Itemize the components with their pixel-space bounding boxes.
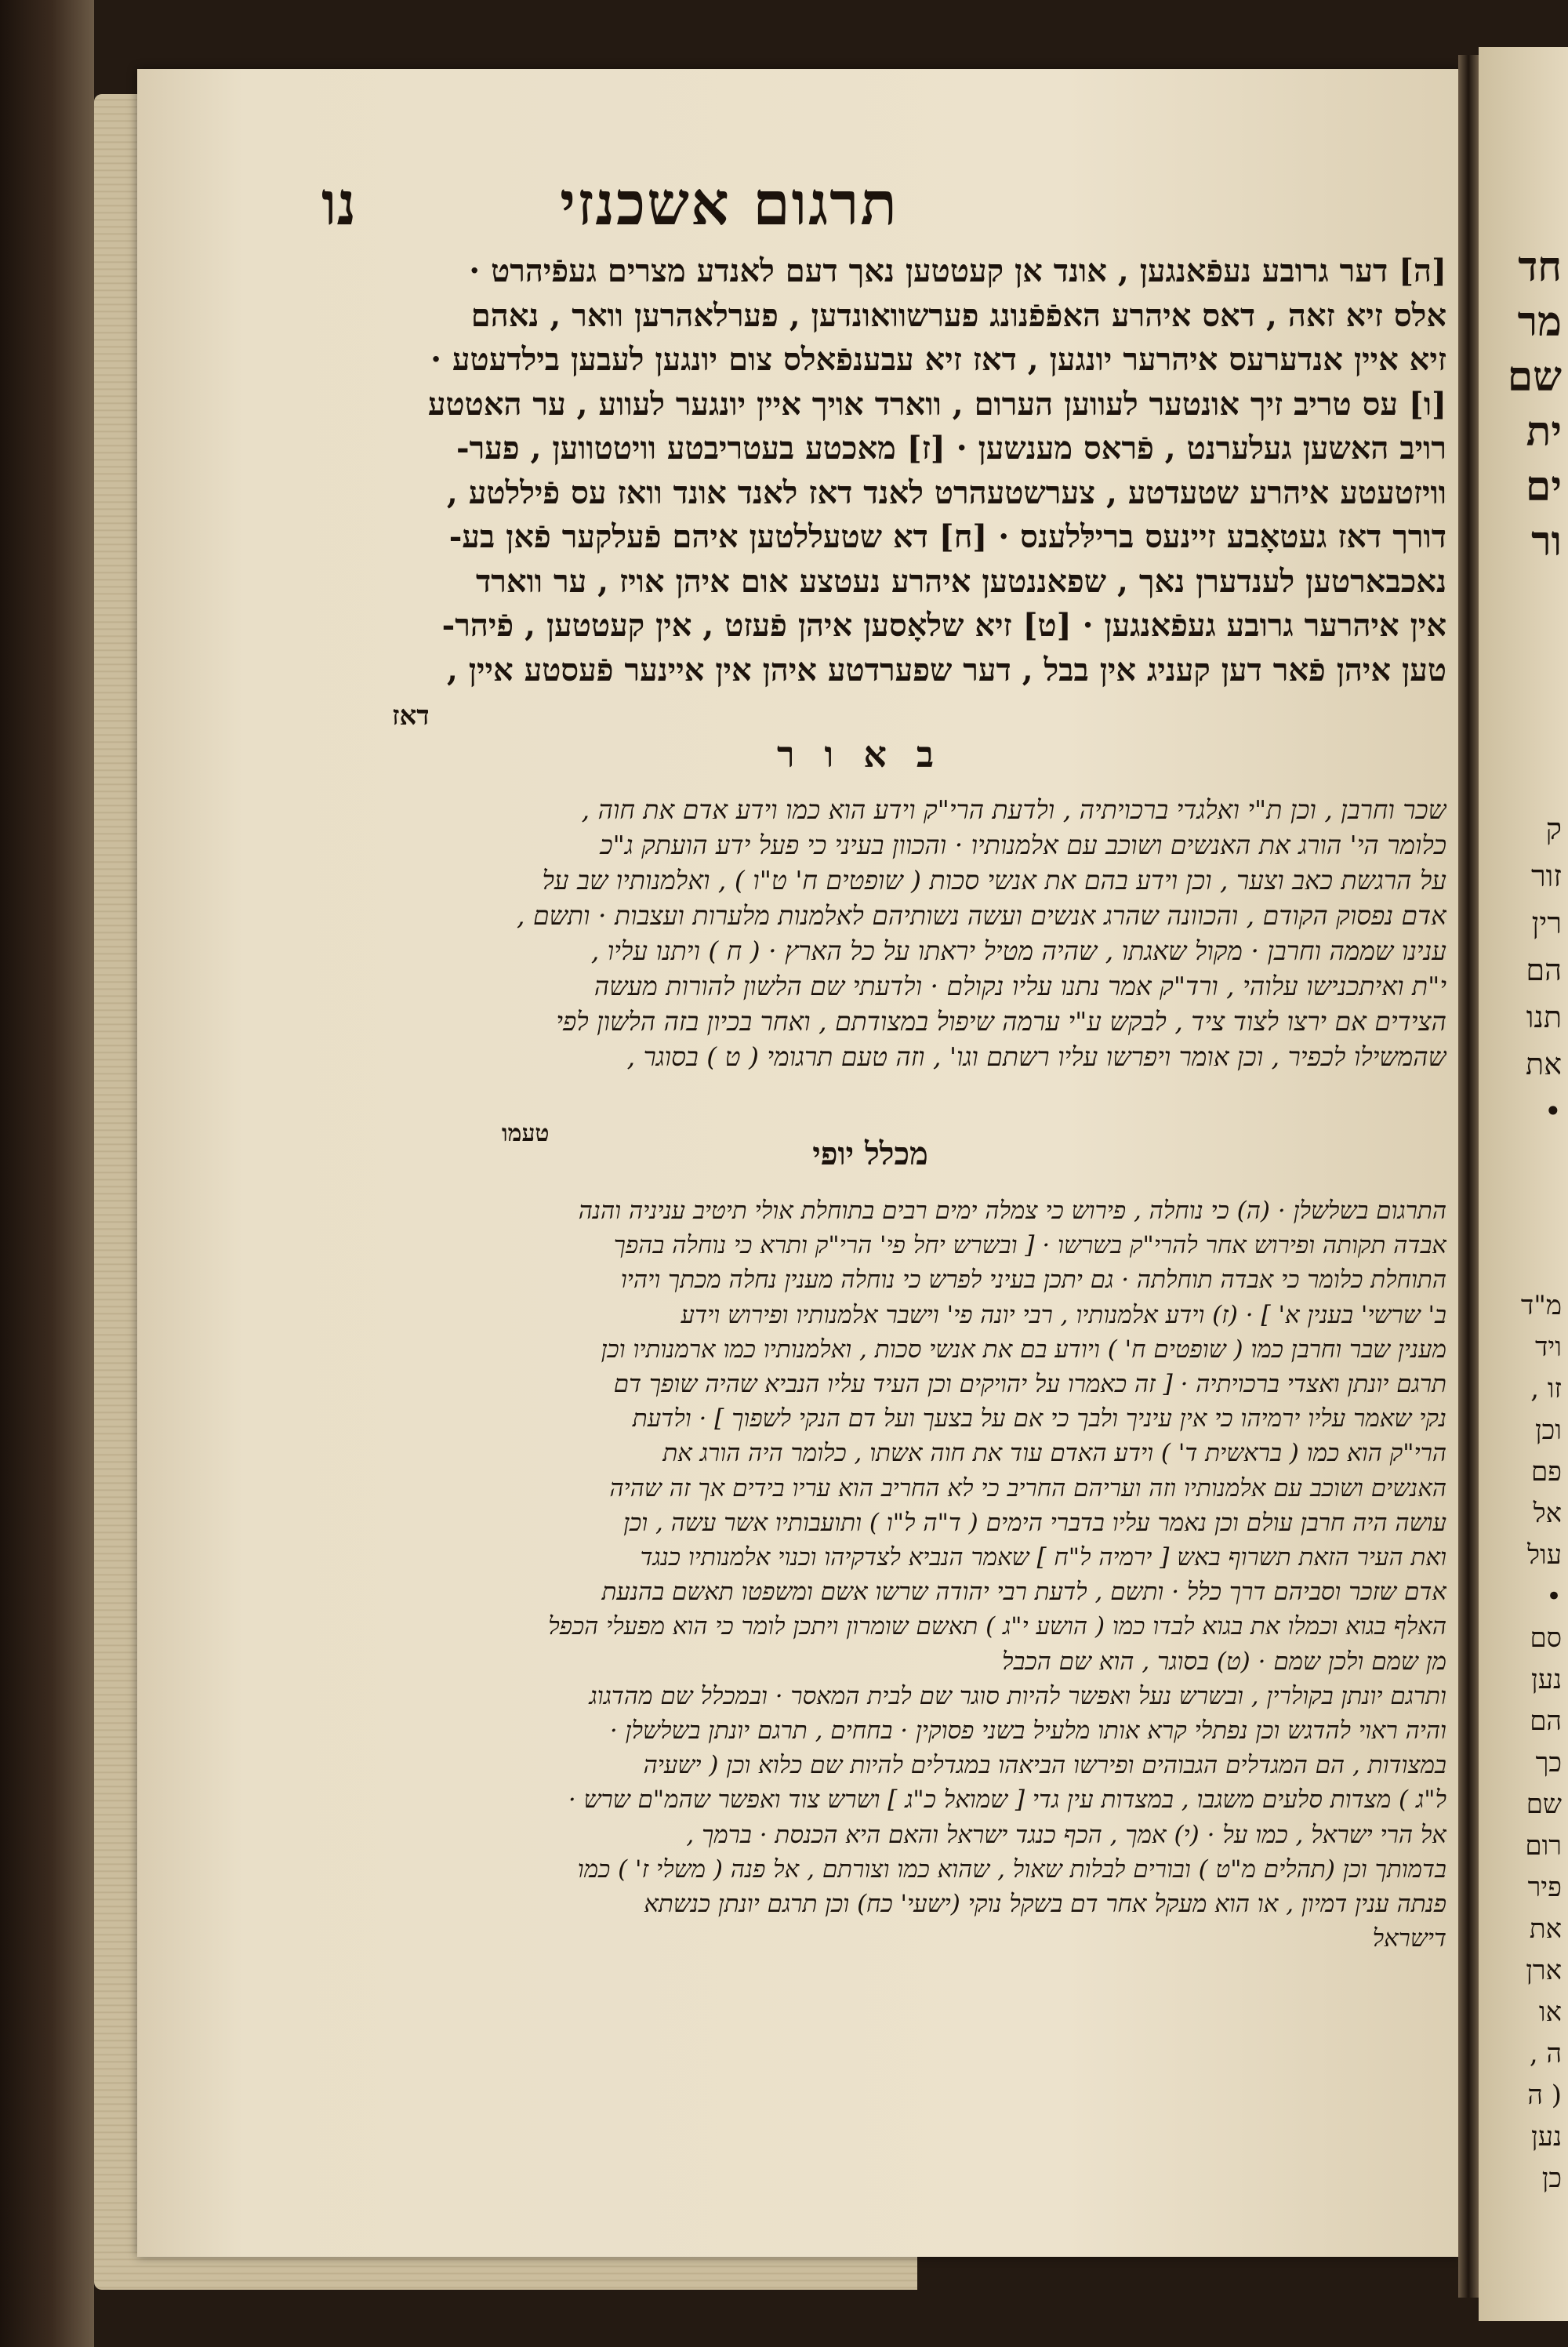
facing-line: חד: [1518, 243, 1562, 291]
main-text-line: אין איהרער גרובע געפֿאנגען · [ט] זיא שלאָסען איהן פֿעזט , אין קעטטען , פֿיהר-: [441, 607, 1446, 644]
facing-notes-line: ויד: [1535, 1332, 1562, 1363]
notes-line: במצודות , הם המגדלים הגבוהים ופירשו הביאהו במגדלים להיות שם כלוא וכן ( ישעיה: [643, 1751, 1446, 1780]
facing-notes-line: •: [1545, 1581, 1562, 1612]
facing-notes-line: פיר: [1527, 1872, 1562, 1903]
book-gutter: [1458, 55, 1479, 2298]
facing-notes-line: את: [1529, 1913, 1562, 1945]
facing-notes-line: אל: [1533, 1498, 1562, 1529]
facing-line: ים: [1525, 463, 1562, 510]
main-text-line: זיא איין אנדערעס איהרער יונגען , דאז זיא עבענפֿאלס צום יונגען לעבען בילדעטע ·: [430, 341, 1446, 378]
facing-commentary-line: תנו: [1526, 1000, 1562, 1034]
main-text-line: וויזטעטע איהרע שטעדטע , צערשטעהרט לאנד דאז לאנד אונד וואז עס פֿיללטע ,: [446, 474, 1446, 511]
commentary-line: י"ת ואיתכנישו עלוהי , ורד"ק אמר נתנו עליו נקולם · ולדעתי שם הלשון להורות מעשה: [593, 971, 1446, 1001]
commentary-line: אדם נפסוק הקודם , והכוונה שהרג אנשים ועשה נשותיהם לאלמנות מלערות ועצבות · ותשם ,: [517, 900, 1446, 931]
main-text-line: [ה] דער גרובע נעפֿאנגען , אונד אן קעטטען נאך דעם לאנדע מצרים געפֿיהרט ·: [469, 253, 1446, 289]
facing-commentary-line: את: [1526, 1047, 1562, 1081]
running-title: תרגום אשכנזי: [560, 169, 898, 238]
notes-line: הרי"ק הוא כמו ( בראשית ד' ) וידע האדם עוד את חוה אשתו , כלומר היה הורג את: [662, 1439, 1446, 1468]
notes-line: בדמותך וכן (תהלים מ"ט ) ובורים לבלות שאול , שהוא כמו וצורתם , אל פנה ( משלי ז' ) כמו: [577, 1855, 1446, 1884]
facing-notes-line: ארן: [1526, 1955, 1562, 1986]
notes-line: מענין שבר וחרבן כמו ( שופטים ח' ) ויודע בם את אנשי סכות , ואלמנותיו כמו ארמנותיו וכן: [601, 1335, 1446, 1364]
facing-notes-line: פם: [1530, 1456, 1562, 1488]
commentary-line: על הרגשת כאב וצער , וכן וידע בהם את אנשי סכות ( שופטים ח' ט"ו ) , ואלמנותיו שב על: [542, 865, 1446, 896]
facing-notes-line: כן: [1541, 2163, 1562, 2194]
facing-commentary-line: •: [1544, 1094, 1562, 1128]
notes-line: נקי שאמר עליו ירמיהו כי אין עיניך ולבך כי אם על בצעך ועל דם הנקי לשפוך ] · ולדעת: [632, 1404, 1446, 1433]
commentary-catchword: טעמו: [502, 1120, 550, 1147]
facing-notes-line: נען: [1531, 2121, 1562, 2153]
section-heading-biur: באור: [776, 733, 964, 776]
facing-commentary-line: הם: [1526, 953, 1562, 987]
facing-notes-line: מ"ד: [1520, 1290, 1562, 1321]
notes-line: התרגום בשלשלן · (ה) כי נוחלה , פירוש כי צמלה ימים רבים בתוחלת אולי תיטיב עניניה והנה: [578, 1197, 1446, 1225]
notes-line: האנשים ושוכב עם אלמנותיו וזה ועריהם החריב כי לא החריב הוא עריו בידים אך זה שהיה: [609, 1473, 1446, 1502]
running-head: [298, 169, 1443, 255]
main-text-line: [ו] עס טריב זיך אונטער לעווען הערום , ווארד אויך איין יונגער לעווע , ער האטטע: [427, 385, 1446, 423]
commentary-line: הצידים אם ירצו לצוד ציד , לבקש ע"י ערמה שיפול במצודתם , ואחר בכיון בזה הלשון לפי: [556, 1006, 1446, 1037]
facing-notes-line: הם: [1530, 1706, 1562, 1737]
facing-page-fragment: [1479, 47, 1568, 2321]
facing-notes-line: או: [1538, 1996, 1562, 2028]
notes-line: עושה היה חרבן עולם וכן נאמר עליו בדברי הימים ( ד"ה ל"ו ) ותועבותיו אשר עשה , וכן: [623, 1508, 1446, 1537]
notes-line: אבדה תקותה ופירוש אחר להרי"ק בשרשו · [ ובשרש יחל פי' הרי"ק ותרא כי נוחלה בהפך: [613, 1231, 1446, 1260]
facing-notes-line: כך: [1535, 1747, 1562, 1778]
notes-line: אדם שזכר וסביהם דרך כלל · ותשם , לדעת רבי יהודה שרשו אשם ומשפטו תאשם בהנעת: [601, 1578, 1446, 1607]
facing-notes-line: סם: [1530, 1622, 1562, 1654]
notes-line: מן שמם ולכן שמם · (ט) בסוגר , הוא שם הכבל: [1002, 1647, 1446, 1676]
facing-notes-line: ה ,: [1529, 2038, 1562, 2069]
facing-notes-line: ( ה: [1527, 2080, 1562, 2111]
main-text-line: דורך דאז געטאָבע זיינעס ברילּלענס · [ח] דא שטעללטען איהם פֿעלקער פֿאן בע-: [448, 518, 1446, 555]
facing-notes-line: וכן: [1535, 1415, 1562, 1446]
main-translation-text: [298, 249, 1446, 692]
notes-line: והיה ראוי להדגש וכן נפתלי קרא אותו מלעיל בשני פסוקין · בחחים , תרגם יונתן בשלשלן ·: [609, 1717, 1446, 1746]
commentary-line: שכר וחרבן , וכן ת"י ואלגדי ברכויתיה , ולדעת הרי"ק וידע הוא כמו וידע אדם את חוה ,: [581, 794, 1446, 825]
notes-line: ואת העיר הזאת תשרוף באש [ ירמיה ל"ח ] שאמר הנביא לצדקיהו וכנוי אלמנותיו כנגד: [640, 1543, 1446, 1572]
notes-line: דישראל: [1372, 1924, 1446, 1953]
facing-line: ית: [1526, 408, 1562, 456]
facing-line: ור: [1531, 518, 1562, 565]
notes-line: ותרגם יונתן בקולרין , ובשרש נעל ואפשר להיות סוגר שם לבית המאסר · ובמכלל שם מהדגוג: [589, 1681, 1446, 1710]
commentary-line: ענינו שממה וחרבן · מקול שאגתו , שהיה מטיל יראתו על כל הארץ · ( ח ) ויתנו עליו ,: [590, 936, 1446, 966]
facing-notes-line: זו ,: [1530, 1373, 1562, 1404]
notes-line: אל הרי ישראל , כמו על · (י) אמך , הכף כנגד ישראל והאם היא הכנסת · ברמך ,: [686, 1820, 1446, 1849]
sub-heading-mikhlal-yofi: מכלל יופי: [812, 1135, 928, 1172]
commentary-line: כלומר הי' הורג את האנשים ושוכב עם אלמנותיו · והכוון בעיני כי פעל ידע הועתק ג"כ: [600, 830, 1446, 860]
facing-notes-line: נען: [1531, 1664, 1562, 1695]
notes-line: האלף בגוא וכמלו את בגוא לבדו כמו ( הושע י"ג ) תאשם שומרון ויתכן לומר כי הוא מפעלי הכפל: [548, 1612, 1446, 1641]
commentary-text: [298, 792, 1446, 1074]
facing-line: שם: [1507, 353, 1562, 401]
main-text-line: רויב האשען געלערנט , פֿראס מענשען · [ז] מאכטע בעטריבטע וויטטווען , פער-: [456, 430, 1446, 467]
notes-line: התוחלת כלומר כי אבדה תוחלתה · גם יתכן בעיני לפרש כי נוחלה מענין נחלה מכתך ויהיו: [620, 1266, 1446, 1295]
notes-line: תרגם יונתן ואצדי ברכויתיה · [ זה כאמרו על יהויקים וכן העיד עליו הנביא שהיה שופך דם: [613, 1370, 1446, 1399]
facing-notes-line: רום: [1525, 1830, 1562, 1862]
notes-line: פנתה ענין דמיון , או הוא מעקל אחר דם בשקל נוקי (ישעי' כח) וכן תרגם יונתן כנשתא: [644, 1890, 1446, 1919]
notes-line: ב' שרשי' בענין א' ] · (ז) וידע אלמנותיו , רבי יונה פי' וישבר אלמנותיו ופירוש וידע: [681, 1300, 1446, 1329]
facing-commentary-line: זור: [1531, 859, 1562, 893]
facing-commentary-line: רין: [1531, 906, 1562, 940]
main-text-line: אלס זיא זאה , דאס איהרע האפֿפֿנונג פערשוואונדען , פערלאהרען וואר , נאהם: [470, 296, 1446, 334]
notes-text: [298, 1193, 1446, 1956]
main-text-line: טען איהן פֿאר דען קעניג אין בבל , דער שפערדטע איהן אין איינער פֿעסטע איין ,: [446, 651, 1446, 688]
facing-notes-line: שם: [1526, 1789, 1562, 1820]
commentary-line: שהמשילו לכפיר , וכן אומר ויפרשו עליו רשתם וגו' , וזה טעם תרגומי ( ט ) בסוגר ,: [626, 1041, 1446, 1072]
main-catchword: דאז: [392, 700, 430, 732]
notes-line: ל"ג ) מצדות סלעים משגבו , במצדות עין גדי [ שמואל כ"ג ] ושרש צוד ואפשר שהמ"ם שרש ·: [568, 1786, 1446, 1815]
facing-notes-line: עול: [1527, 1539, 1562, 1571]
facing-line: מר: [1517, 298, 1562, 346]
book-edge-left: [0, 0, 94, 2347]
page-number: נו: [321, 169, 357, 238]
facing-commentary-line: ק: [1545, 812, 1562, 846]
main-text-line: נאכבארטען לענדערן נאך , שפאננטען איהרע נעטצע אום איהן אויז , ער ווארד: [476, 562, 1446, 600]
